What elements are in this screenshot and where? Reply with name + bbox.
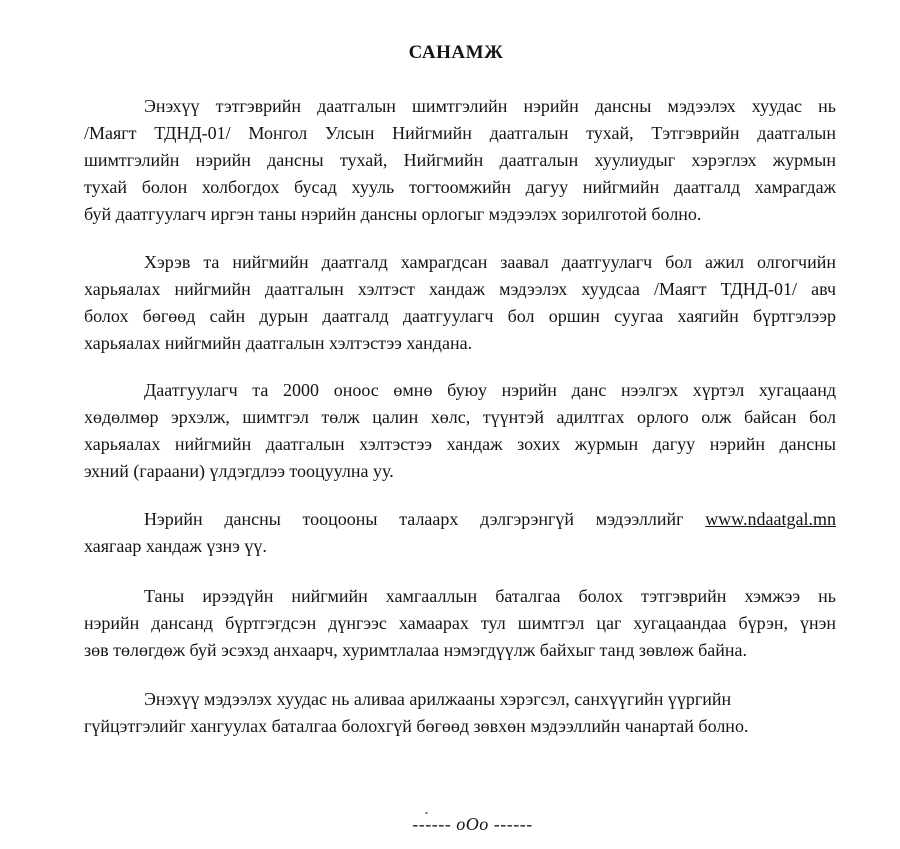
paragraph-line: /Маягт ТДНД-01/ Монгол Улсын Нийгмийн даатгалын тухай, Тэтгэврийн даатгалын xyxy=(84,123,836,143)
paragraph-website xyxy=(84,506,836,560)
paragraph-line xyxy=(84,506,836,533)
paragraph-line: гүйцэтгэлийг хангуулах баталгаа болохгүй бөгөөд зөвхөн мэдээллийн чанартай болно. xyxy=(84,716,749,736)
paragraph-line: харьяалах нийгмийн даатгалын хэлтэст хандаж мэдээлэх хуудсаа /Маягт ТДНД-01/ авч xyxy=(84,279,836,299)
paragraph-line: тухай болон холбогдох бусад хууль тогтоомжийн дагуу нийгмийн даатгалд хамрагдаж xyxy=(84,177,836,197)
paragraph-text: Нэрийн дансны тооцооны талаарх дэлгэрэнгүй мэдээллийг xyxy=(144,509,684,529)
paragraph-mandatory-insured xyxy=(84,249,836,357)
end-dashes-right: ------ xyxy=(493,814,533,834)
paragraph-future-pension xyxy=(84,583,836,664)
paragraph-line: зөв төлөгдөж буй эсэхэд анхаарч, хуримтлалаа нэмэгдүүлж байхыг танд зөвлөж байна. xyxy=(84,640,748,660)
paragraph-line: болох бөгөөд сайн дурын даатгалд даатгуулагч бол оршин суугаа хаягийн бүртгэлээр xyxy=(84,306,836,326)
paragraph-line: эхний (гараани) үлдэгдлээ тооцуулна уу. xyxy=(84,461,394,481)
paragraph-line: хаягаар хандаж үзнэ үү. xyxy=(84,536,267,556)
paragraph-line: шимтгэлийн нэрийн дансны тухай, Нийгмийн даатгалын хуулиудыг хэрэглэх журмын xyxy=(84,150,836,170)
end-dashes-left: ------ xyxy=(412,814,452,834)
document-end-mark xyxy=(0,814,900,835)
paragraph-line: харьяалах нийгмийн даатгалын хэлтэстээ хандана. xyxy=(84,333,473,353)
paragraph-line: харьяалах нийгмийн даатгалын хэлтэстээ хандаж зохих журмын дагуу нэрийн дансны xyxy=(84,434,836,454)
paragraph-line: Энэхүү тэтгэврийн даатгалын шимтгэлийн нэрийн дансны мэдээлэх хуудас нь xyxy=(144,96,836,116)
paragraph-line: Энэхүү мэдээлэх хуудас нь аливаа арилжааны хэрэгсэл, санхүүгийн үүргийн xyxy=(144,689,732,709)
website-link[interactable]: www.ndaatgal.mn xyxy=(705,509,836,529)
paragraph-line: Хэрэв та нийгмийн даатгалд хамрагдсан заавал даатгуулагч бол ажил олгогчийн xyxy=(144,252,836,272)
paragraph-line: Даатгуулагч та 2000 оноос өмнө буюу нэрийн данс нээлгэх хүртэл хугацаанд xyxy=(144,380,836,400)
paragraph-line: нэрийн дансанд бүртгэгдсэн дүнгээс хамаарах тул шимтгэл цаг хугацаандаа бүрэн, үнэн xyxy=(84,613,836,633)
end-ornament: oOo xyxy=(456,814,489,834)
document-title: САНАМЖ xyxy=(408,42,504,63)
paragraph-disclaimer xyxy=(84,686,836,740)
paragraph-line: хөдөлмөр эрхэлж, шимтгэл төлж цалин хөлс, түүнтэй адилтгах орлого олж байсан бол xyxy=(84,407,836,427)
paragraph-purpose xyxy=(84,93,836,228)
paragraph-line: Таны ирээдүйн нийгмийн хамгааллын баталгаа болох тэтгэврийн хэмжээ нь xyxy=(144,586,836,606)
paragraph-line: буй даатгуулагч иргэн таны нэрийн дансны орлогыг мэдээлэх зорилготой болно. xyxy=(84,204,702,224)
paragraph-initial-balance xyxy=(84,377,836,485)
